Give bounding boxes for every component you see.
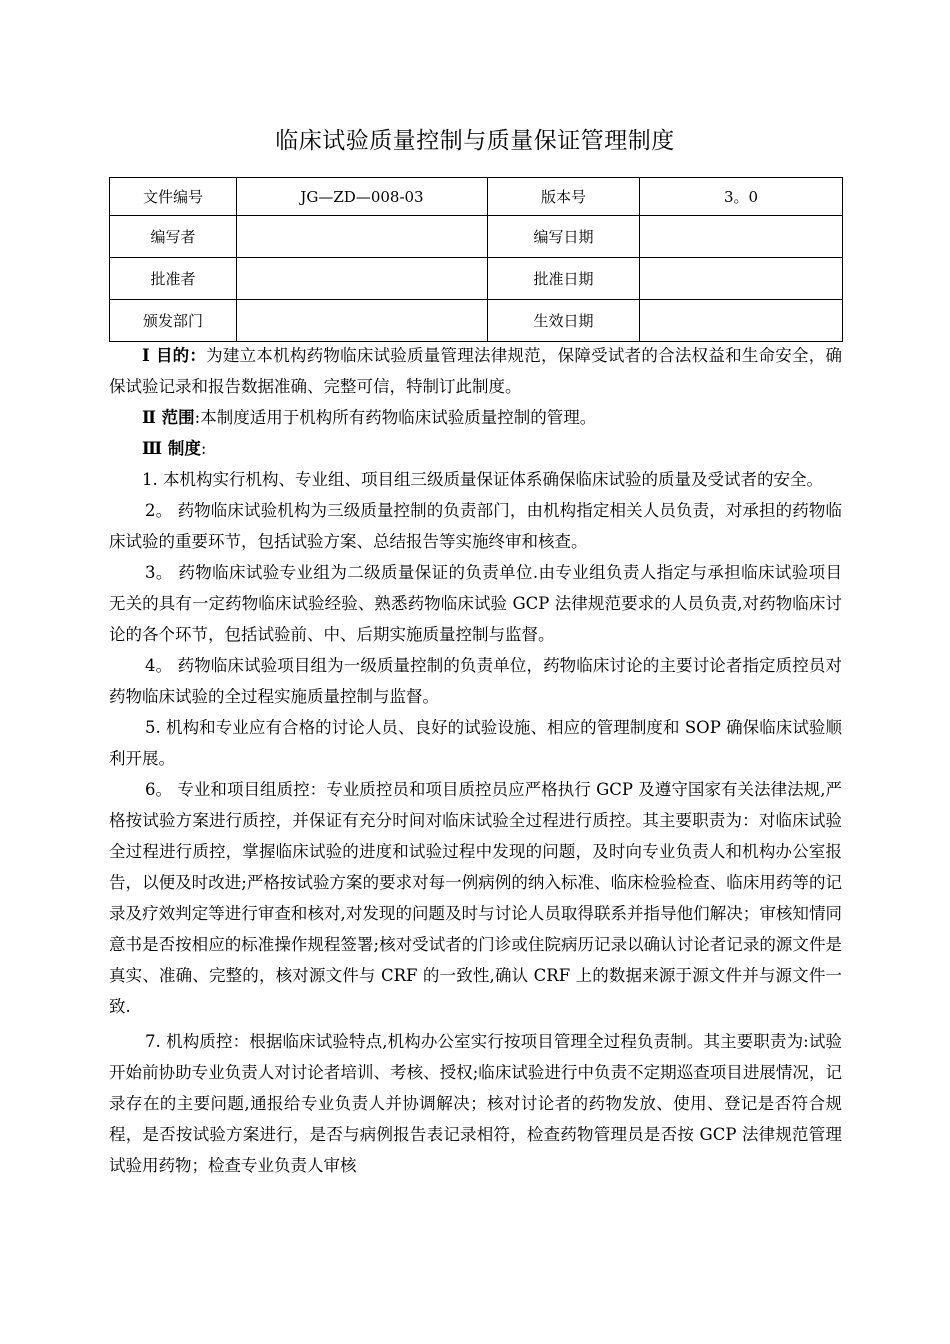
info-row-file-number — [110, 178, 843, 216]
label-approve-date: 批准日期 — [488, 258, 640, 300]
document-info-table — [109, 177, 843, 342]
section-system — [109, 433, 842, 464]
list-item-7: 7. 机构质控：根据临床试验特点,机构办公室实行按项目管理全过程负责制。其主要职责为:试验开始前协助专业负责人对讨论者培训、考核、授权;临床试验进行中负责不定期巡查项目进展情况，记录存在的主要问题,通报给专业负责人并协调解决；核对讨论者的药物发放、使用、登记是否符合规程，是否按试验方案进行，是否与病例报告表记录相符，检查药物管理员是否按 GCP 法律规范管理试验用药物；检查专业负责人审核 — [109, 1032, 842, 1175]
purpose-heading: Ⅰ 目的： — [142, 346, 207, 365]
section-purpose — [109, 340, 842, 402]
document-title: 临床试验质量控制与质量保证管理制度 — [275, 128, 675, 154]
label-department: 颁发部门 — [110, 300, 237, 342]
label-approver: 批准者 — [110, 258, 237, 300]
list-item-4: 4。 药物临床试验项目组为一级质量控制的负责单位，药物临床讨论的主要讨论者指定质控员对药物临床试验的全过程实施质量控制与监督。 — [109, 656, 842, 706]
info-row-approver — [110, 258, 843, 300]
label-write-date: 编写日期 — [488, 216, 640, 258]
value-file-number: JG—ZD—008-03 — [237, 178, 488, 216]
document-body — [109, 340, 842, 1181]
info-row-author — [110, 216, 843, 258]
label-file-number: 文件编号 — [110, 178, 237, 216]
info-row-department — [110, 300, 843, 342]
list-item-5: 5. 机构和专业应有合格的讨论人员、良好的试验设施、相应的管理制度和 SOP 确保临床试验顺利开展。 — [109, 718, 842, 768]
list-item-1: 1. 本机构实行机构、专业组、项目组三级质量保证体系确保临床试验的质量及受试者的安全。 — [142, 470, 823, 489]
scope-heading: Ⅱ 范围 — [142, 408, 195, 427]
list-item-2: 2。 药物临床试验机构为三级质量控制的负责部门，由机构指定相关人员负责，对承担的药物临床试验的重要环节，包括试验方案、总结报告等实施终审和核查。 — [109, 501, 842, 551]
purpose-text: 为建立本机构药物临床试验质量管理法律规范，保障受试者的合法权益和生命安全，确保试验记录和报告数据准确、完整可信，特制订此制度。 — [109, 346, 843, 396]
value-approve-date — [640, 258, 843, 300]
list-item-3: 3。 药物临床试验专业组为二级质量保证的负责单位.由专业组负责人指定与承担临床试验项目无关的具有一定药物临床试验经验、熟悉药物临床试验 GCP 法律规范要求的人员负责,对药物临床讨论的各个环节，包括试验前、中、后期实施质量控制与监督。 — [109, 563, 842, 644]
label-author: 编写者 — [110, 216, 237, 258]
value-author — [237, 216, 488, 258]
list-item-6: 6。 专业和项目组质控：专业质控员和项目质控员应严格执行 GCP 及遵守国家有关法律法规,严格按试验方案进行质控，并保证有充分时间对临床试验全过程进行质控。其主要职责为：对临床试验全过程进行质控，掌握临床试验的进度和试验过程中发现的问题，及时向专业负责人和机构办公室报告，以便及时改进;严格按试验方案的要求对每一例病例的纳入标准、临床检验检查、临床用药等的记录及疗效判定等进行审查和核对,对发现的问题及时与讨论人员取得联系并指导他们解决；审核知情同意书是否按相应的标准操作规程签署;核对受试者的门诊或住院病历记录以确认讨论者记录的源文件是真实、准确、完整的，核对源文件与 CRF 的一致性,确认 CRF 上的数据来源于源文件并与源文件一致. — [109, 780, 842, 1016]
value-version: 3。0 — [640, 178, 843, 216]
system-heading: Ⅲ 制度 — [142, 439, 201, 458]
value-write-date — [640, 216, 843, 258]
label-version: 版本号 — [488, 178, 640, 216]
value-department — [237, 300, 488, 342]
system-colon: : — [200, 439, 207, 458]
value-effective-date — [640, 300, 843, 342]
label-effective-date: 生效日期 — [488, 300, 640, 342]
scope-text: :本制度适用于机构所有药物临床试验质量控制的管理。 — [194, 408, 597, 427]
value-approver — [237, 258, 488, 300]
section-scope — [109, 402, 842, 433]
